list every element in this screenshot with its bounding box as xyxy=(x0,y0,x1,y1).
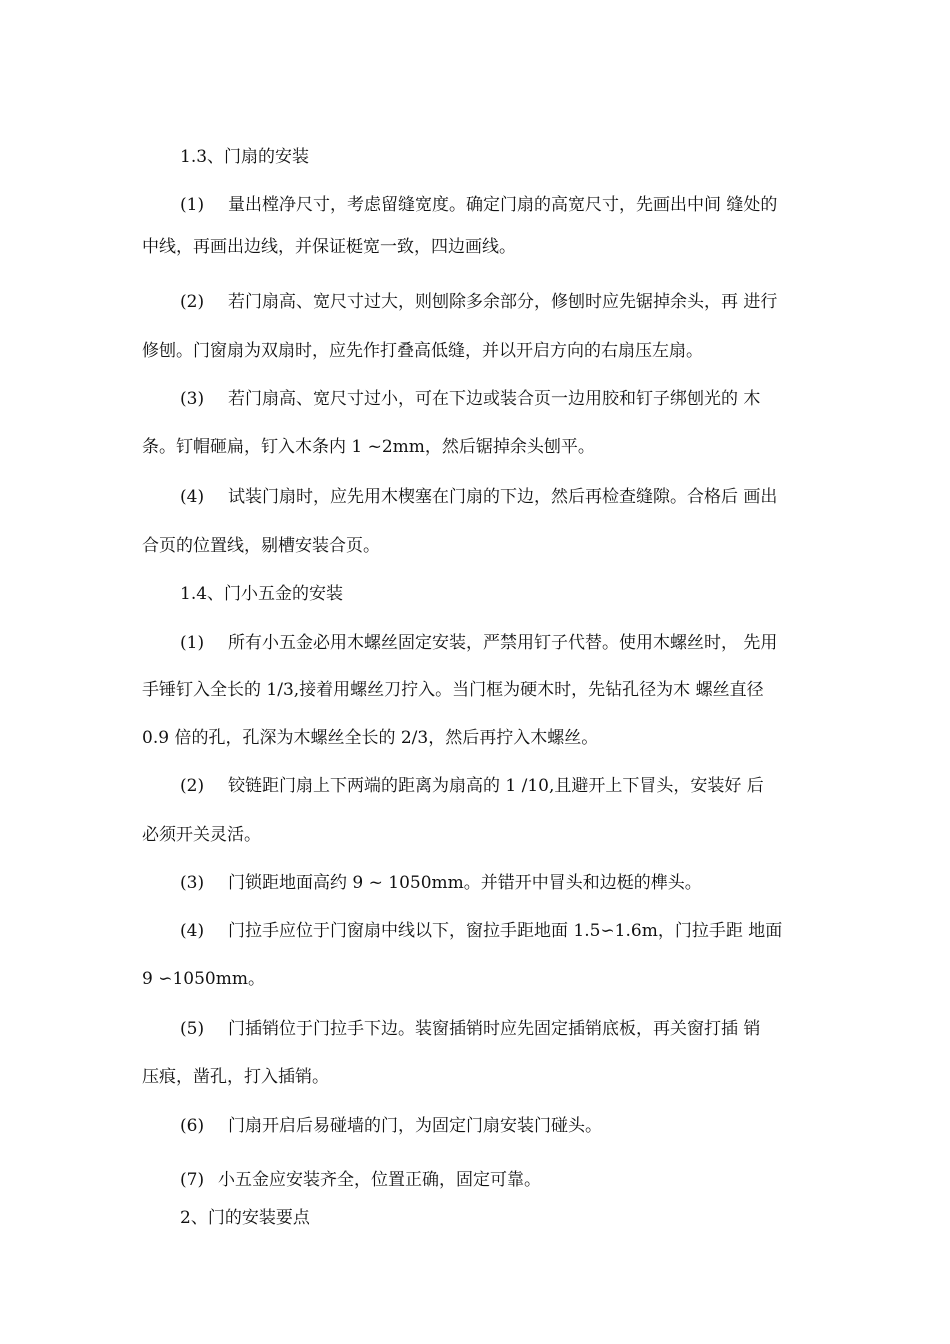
item-marker: (5) xyxy=(180,1019,205,1039)
paragraph-line: 修刨。门窗扇为双扇时，应先作打叠高低缝，并以开启方向的右扇压左扇。 xyxy=(142,341,703,361)
paragraph-text: 所有小五金必用木螺丝固定安装，严禁用钉子代替。使用木螺丝时， 先用 xyxy=(228,633,778,653)
paragraph-1-4-4 xyxy=(180,921,814,941)
paragraph-line: 9 ∽1050mm。 xyxy=(142,969,265,989)
paragraph-1-4-3 xyxy=(180,873,814,893)
paragraph-line: 合页的位置线，剔槽安装合页。 xyxy=(142,536,380,556)
item-marker: (7) xyxy=(180,1170,205,1190)
paragraph-text: 若门扇高、宽尺寸过小，可在下边或装合页一边用胶和钉子绑刨光的 木 xyxy=(228,389,761,409)
section-heading-2: 2、门的安装要点 xyxy=(180,1208,310,1228)
item-marker: (2) xyxy=(180,292,205,312)
paragraph-text: 门拉手应位于门窗扇中线以下，窗拉手距地面 1.5∽1.6m，门拉手距 地面 xyxy=(228,921,783,941)
paragraph-text: 门锁距地面高约 9 ~ 1050mm。并错开中冒头和边梃的榫头。 xyxy=(228,873,702,893)
item-marker: (3) xyxy=(180,389,205,409)
item-marker: (4) xyxy=(180,487,205,507)
item-marker: (2) xyxy=(180,776,205,796)
paragraph-text: 门插销位于门拉手下边。装窗插销时应先固定插销底板，再关窗打插 销 xyxy=(228,1019,761,1039)
paragraph-1-3-3 xyxy=(180,389,814,409)
paragraph-1-3-4 xyxy=(180,487,814,507)
paragraph-line: 压痕，凿孔，打入插销。 xyxy=(142,1067,329,1087)
paragraph-text: 铰链距门扇上下两端的距离为扇高的 1 /10,且避开上下冒头，安装好 后 xyxy=(228,776,764,796)
section-heading-1-3: 1.3、门扇的安装 xyxy=(180,147,310,167)
paragraph-line: 手锤钉入全长的 1/3,接着用螺丝刀拧入。当门框为硬木时，先钻孔径为木 螺丝直径 xyxy=(142,680,764,700)
item-marker: (1) xyxy=(180,195,205,215)
paragraph-1-4-7 xyxy=(180,1170,814,1190)
paragraph-line: 中线，再画出边线，并保证梃宽一致，四边画线。 xyxy=(142,237,516,257)
paragraph-line: 0.9 倍的孔，孔深为木螺丝全长的 2/3，然后再拧入木螺丝。 xyxy=(142,728,599,748)
paragraph-1-4-2 xyxy=(180,776,814,796)
paragraph-1-4-5 xyxy=(180,1019,814,1039)
item-marker: (6) xyxy=(180,1116,205,1136)
paragraph-text: 试装门扇时，应先用木楔塞在门扇的下边，然后再检查缝隙。合格后 画出 xyxy=(228,487,778,507)
section-heading-1-4: 1.4、门小五金的安装 xyxy=(180,584,344,604)
paragraph-text: 若门扇高、宽尺寸过大，则刨除多余部分，修刨时应先锯掉余头，再 进行 xyxy=(228,292,778,312)
paragraph-text: 小五金应安装齐全，位置正确，固定可靠。 xyxy=(218,1170,541,1190)
paragraph-line: 必须开关灵活。 xyxy=(142,825,261,845)
item-marker: (4) xyxy=(180,921,205,941)
item-marker: (1) xyxy=(180,633,205,653)
paragraph-text: 量出樘净尺寸，考虑留缝宽度。确定门扇的高宽尺寸，先画出中间 缝处的 xyxy=(228,195,778,215)
paragraph-1-4-6 xyxy=(180,1116,814,1136)
paragraph-line: 条。钉帽砸扁，钉入木条内 1 ~2mm，然后锯掉余头刨平。 xyxy=(142,437,595,457)
paragraph-1-4-1 xyxy=(180,633,814,653)
paragraph-1-3-1 xyxy=(180,195,814,215)
paragraph-text: 门扇开启后易碰墙的门，为固定门扇安装门碰头。 xyxy=(228,1116,602,1136)
paragraph-1-3-2 xyxy=(180,292,814,312)
item-marker: (3) xyxy=(180,873,205,893)
